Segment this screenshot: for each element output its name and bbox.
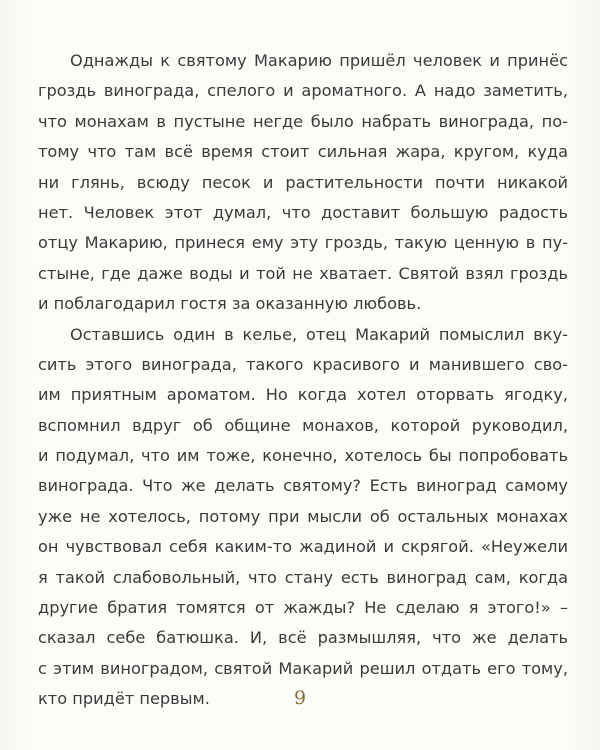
- text-line: вспомнил вдруг об общине монахов, которой руководил,: [38, 415, 568, 435]
- text-line: с этим виноградом, святой Макарий решил отдать его тому,: [38, 658, 568, 678]
- text-line: винограда. Что же делать святому? Есть виноград самому: [38, 476, 568, 496]
- body-text: [38, 46, 568, 715]
- text-line: я такой слабовольный, что стану есть виноград сам, когда: [38, 567, 568, 587]
- text-line: отцу Макарию, принеся ему эту гроздь, такую ценную в пу-: [38, 233, 568, 253]
- text-line: сить этого винограда, такого красивого и манившего сво-: [38, 354, 568, 374]
- text-line: им приятным ароматом. Но когда хотел оторвать ягодку,: [38, 385, 568, 405]
- text-line: что монахам в пустыне негде было набрать винограда, по-: [38, 111, 568, 131]
- text-line: тому что там всё время стоит сильная жара, кругом, куда: [38, 142, 568, 162]
- paragraph-1: [38, 46, 568, 320]
- text-line: уже не хотелось, потому при мысли об остальных монахах: [38, 506, 568, 526]
- text-line: другие братия томятся от жажды? Не сделаю я этого!» –: [38, 598, 568, 618]
- text-line: Оставшись один в келье, отец Макарий помыслил вку-: [70, 324, 568, 344]
- text-line: нет. Человек этот думал, что доставит большую радость: [38, 202, 568, 222]
- text-line: сказал себе батюшка. И, всё размышляя, что же делать: [38, 628, 568, 648]
- text-line: и поблагодарил гостя за оказанную любовь.: [38, 294, 422, 314]
- text-line: ни глянь, всюду песок и растительности почти никакой: [38, 172, 568, 192]
- text-line: гроздь винограда, спелого и ароматного. А надо заметить,: [38, 81, 568, 101]
- text-line: он чувствовал себя каким-то жадиной и скрягой. «Неужели: [38, 537, 568, 557]
- text-line: кто придёт первым.: [38, 689, 210, 709]
- text-line: стыне, где даже воды и той не хватает. Святой взял гроздь: [38, 263, 568, 283]
- text-line: и подумал, что им тоже, конечно, хотелось бы попробовать: [38, 446, 568, 466]
- text-line: Однажды к святому Макарию пришёл человек и принёс: [70, 51, 568, 70]
- paragraph-2: [38, 320, 568, 715]
- page-number: 9: [293, 687, 307, 709]
